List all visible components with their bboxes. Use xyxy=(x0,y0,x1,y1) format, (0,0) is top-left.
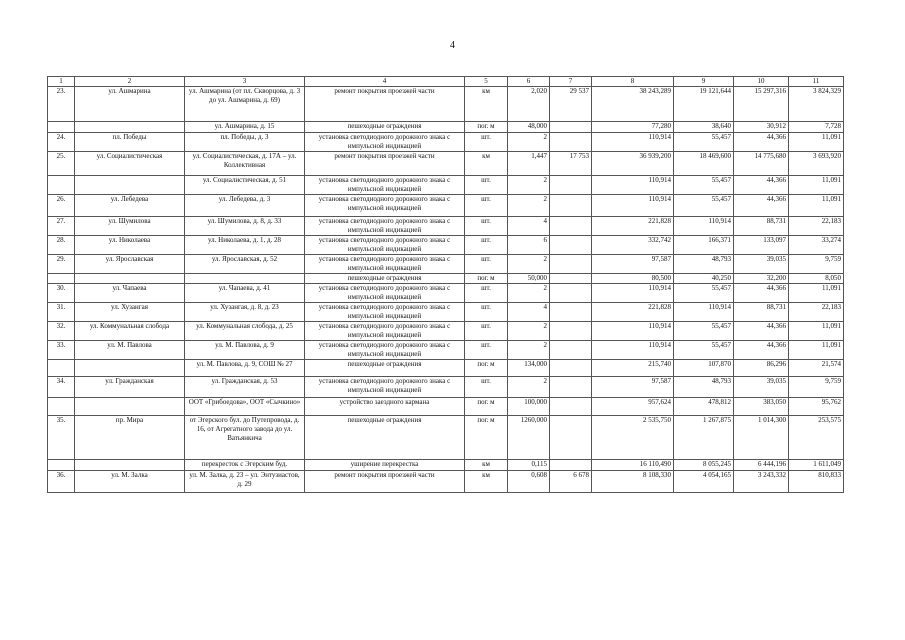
street-name xyxy=(75,122,185,133)
object-address: ул. Ашмарина, д. 15 xyxy=(185,122,305,133)
cost-col-9: 55,457 xyxy=(674,195,734,217)
table-row xyxy=(48,122,844,133)
table-row xyxy=(48,398,844,416)
total-cost: 215,740 xyxy=(592,360,674,377)
quantity: 48,000 xyxy=(508,122,550,133)
work-type: пешеходные ограждения xyxy=(305,274,465,284)
column-number: 7 xyxy=(550,77,592,87)
total-cost: 80,500 xyxy=(592,274,674,284)
table-row xyxy=(48,255,844,274)
area xyxy=(550,122,592,133)
cost-col-11: 22,183 xyxy=(789,303,844,322)
row-number: 33. xyxy=(48,341,75,360)
unit: шт. xyxy=(465,236,508,255)
row-number: 23. xyxy=(48,87,75,122)
quantity: 134,000 xyxy=(508,360,550,377)
area xyxy=(550,360,592,377)
column-number: 10 xyxy=(734,77,789,87)
cost-col-9: 110,914 xyxy=(674,303,734,322)
street-name xyxy=(75,398,185,416)
unit: км xyxy=(465,87,508,122)
cost-col-9: 110,914 xyxy=(674,217,734,236)
table-row xyxy=(48,274,844,284)
object-address: ул. Социалистическая, д. 51 xyxy=(185,176,305,195)
cost-col-10: 44,366 xyxy=(734,176,789,195)
area xyxy=(550,195,592,217)
cost-col-11: 11,091 xyxy=(789,176,844,195)
table-row xyxy=(48,303,844,322)
cost-col-9: 55,457 xyxy=(674,133,734,152)
object-address: ул. М. Павлова, д. 9 xyxy=(185,341,305,360)
area xyxy=(550,377,592,398)
street-name: ул. М. Павлова xyxy=(75,341,185,360)
unit: км xyxy=(465,471,508,493)
cost-col-9: 4 054,165 xyxy=(674,471,734,493)
street-name xyxy=(75,274,185,284)
table-row xyxy=(48,360,844,377)
unit: пог. м xyxy=(465,274,508,284)
cost-col-9: 38,640 xyxy=(674,122,734,133)
quantity: 2 xyxy=(508,255,550,274)
work-type: установка светодиодного дорожного знака с импульсной индикацией xyxy=(305,322,465,341)
cost-col-10: 88,731 xyxy=(734,303,789,322)
table-row xyxy=(48,416,844,460)
cost-col-10: 133,097 xyxy=(734,236,789,255)
area xyxy=(550,303,592,322)
street-name: ул. Ярославская xyxy=(75,255,185,274)
column-number: 4 xyxy=(305,77,465,87)
unit: шт. xyxy=(465,176,508,195)
object-address: ул. Гражданская, д. 53 xyxy=(185,377,305,398)
street-name: пр. Мира xyxy=(75,416,185,460)
work-type: установка светодиодного дорожного знака с импульсной индикацией xyxy=(305,303,465,322)
work-type: ремонт покрытия проезжей части xyxy=(305,87,465,122)
row-number xyxy=(48,398,75,416)
work-type: пешеходные ограждения xyxy=(305,416,465,460)
column-number-row xyxy=(48,77,844,87)
area xyxy=(550,460,592,471)
table-row xyxy=(48,377,844,398)
column-number: 5 xyxy=(465,77,508,87)
table-row xyxy=(48,152,844,176)
row-number xyxy=(48,460,75,471)
table-row xyxy=(48,87,844,122)
total-cost: 110,914 xyxy=(592,133,674,152)
cost-col-9: 1 267,875 xyxy=(674,416,734,460)
total-cost: 38 243,289 xyxy=(592,87,674,122)
column-number: 9 xyxy=(674,77,734,87)
cost-col-10: 44,366 xyxy=(734,284,789,303)
row-number: 36. xyxy=(48,471,75,493)
row-number: 27. xyxy=(48,217,75,236)
cost-col-10: 39,035 xyxy=(734,377,789,398)
street-name: ул. Хузангая xyxy=(75,303,185,322)
unit: шт. xyxy=(465,341,508,360)
area xyxy=(550,133,592,152)
row-number: 28. xyxy=(48,236,75,255)
total-cost: 110,914 xyxy=(592,195,674,217)
unit: шт. xyxy=(465,195,508,217)
quantity: 1,447 xyxy=(508,152,550,176)
table-row xyxy=(48,176,844,195)
row-number xyxy=(48,274,75,284)
work-type: установка светодиодного дорожного знака с импульсной индикацией xyxy=(305,284,465,303)
cost-col-9: 107,870 xyxy=(674,360,734,377)
object-address: ул. Лебедева, д. 3 xyxy=(185,195,305,217)
work-type: установка светодиодного дорожного знака с импульсной индикацией xyxy=(305,176,465,195)
street-name xyxy=(75,176,185,195)
row-number: 32. xyxy=(48,322,75,341)
work-type: установка светодиодного дорожного знака с импульсной индикацией xyxy=(305,217,465,236)
object-address: ул. Ашмарина (от пл. Скворцова, д. 3 до ул. Ашмарина, д. 69) xyxy=(185,87,305,122)
unit: пог. м xyxy=(465,122,508,133)
object-address: ул. М. Залка, д. 23 – ул. Энтузиастов, д. 29 xyxy=(185,471,305,493)
cost-col-11: 1 611,049 xyxy=(789,460,844,471)
table-row xyxy=(48,236,844,255)
work-type: ремонт покрытия проезжей части xyxy=(305,152,465,176)
quantity: 50,000 xyxy=(508,274,550,284)
object-address: пл. Победы, д. 3 xyxy=(185,133,305,152)
total-cost: 36 939,200 xyxy=(592,152,674,176)
quantity: 2 xyxy=(508,284,550,303)
table-row xyxy=(48,195,844,217)
unit: шт. xyxy=(465,284,508,303)
cost-col-11: 7,728 xyxy=(789,122,844,133)
street-name: ул. Гражданская xyxy=(75,377,185,398)
cost-col-11: 8,050 xyxy=(789,274,844,284)
total-cost: 97,587 xyxy=(592,377,674,398)
object-address: ул. М. Павлова, д. 9, СОШ № 27 xyxy=(185,360,305,377)
total-cost: 221,828 xyxy=(592,217,674,236)
quantity: 2 xyxy=(508,322,550,341)
object-address: перекресток с Эгерским буд. xyxy=(185,460,305,471)
row-number xyxy=(48,122,75,133)
cost-col-10: 30,912 xyxy=(734,122,789,133)
column-number: 11 xyxy=(789,77,844,87)
object-address: от Эгерского бул. до Путепровода, д. 16, от Агрегатного завода до ул. Ватьянкича xyxy=(185,416,305,460)
column-number: 6 xyxy=(508,77,550,87)
object-address: ООТ «Грибоедова», ООТ «Сычкино» xyxy=(185,398,305,416)
row-number: 29. xyxy=(48,255,75,274)
object-address: ул. Николаева, д. 1, д. 28 xyxy=(185,236,305,255)
work-type: уширение перекрестка xyxy=(305,460,465,471)
object-address: ул. Хузангая, д. 8, д. 23 xyxy=(185,303,305,322)
cost-col-11: 21,574 xyxy=(789,360,844,377)
object-address: ул. Чапаева, д. 41 xyxy=(185,284,305,303)
area xyxy=(550,416,592,460)
cost-col-9: 478,812 xyxy=(674,398,734,416)
row-number xyxy=(48,360,75,377)
work-type: установка светодиодного дорожного знака с импульсной индикацией xyxy=(305,341,465,360)
object-address: ул. Социалистическая, д. 17А – ул. Коллективная xyxy=(185,152,305,176)
quantity: 100,000 xyxy=(508,398,550,416)
street-name: ул. Ашмарина xyxy=(75,87,185,122)
row-number xyxy=(48,176,75,195)
column-number: 2 xyxy=(75,77,185,87)
road-works-table xyxy=(47,76,844,493)
total-cost: 97,587 xyxy=(592,255,674,274)
street-name: пл. Победы xyxy=(75,133,185,152)
quantity: 4 xyxy=(508,303,550,322)
street-name: ул. Социалистическая xyxy=(75,152,185,176)
cost-col-10: 44,366 xyxy=(734,133,789,152)
street-name xyxy=(75,360,185,377)
work-type: установка светодиодного дорожного знака с импульсной индикацией xyxy=(305,236,465,255)
cost-col-10: 1 014,300 xyxy=(734,416,789,460)
table-row xyxy=(48,133,844,152)
quantity: 0,608 xyxy=(508,471,550,493)
cost-col-10: 383,050 xyxy=(734,398,789,416)
area xyxy=(550,176,592,195)
table-row xyxy=(48,217,844,236)
cost-col-11: 3 824,329 xyxy=(789,87,844,122)
cost-col-10: 44,366 xyxy=(734,195,789,217)
area xyxy=(550,322,592,341)
cost-col-9: 18 469,600 xyxy=(674,152,734,176)
work-type: устройство заездного кармана xyxy=(305,398,465,416)
total-cost: 110,914 xyxy=(592,284,674,303)
cost-col-9: 55,457 xyxy=(674,176,734,195)
cost-col-11: 3 693,920 xyxy=(789,152,844,176)
total-cost: 77,280 xyxy=(592,122,674,133)
cost-col-9: 55,457 xyxy=(674,284,734,303)
quantity: 2,020 xyxy=(508,87,550,122)
table-row xyxy=(48,322,844,341)
work-type: установка светодиодного дорожного знака с импульсной индикацией xyxy=(305,255,465,274)
area xyxy=(550,255,592,274)
cost-col-10: 88,731 xyxy=(734,217,789,236)
row-number: 35. xyxy=(48,416,75,460)
row-number: 25. xyxy=(48,152,75,176)
total-cost: 221,828 xyxy=(592,303,674,322)
quantity: 4 xyxy=(508,217,550,236)
cost-col-9: 19 121,644 xyxy=(674,87,734,122)
total-cost: 16 110,490 xyxy=(592,460,674,471)
cost-col-10: 15 297,316 xyxy=(734,87,789,122)
street-name: ул. Чапаева xyxy=(75,284,185,303)
cost-col-11: 253,575 xyxy=(789,416,844,460)
unit: шт. xyxy=(465,133,508,152)
cost-col-11: 11,091 xyxy=(789,322,844,341)
unit: км xyxy=(465,152,508,176)
cost-col-10: 39,035 xyxy=(734,255,789,274)
object-address xyxy=(185,274,305,284)
quantity: 1260,000 xyxy=(508,416,550,460)
cost-col-10: 32,200 xyxy=(734,274,789,284)
street-name: ул. М. Залка xyxy=(75,471,185,493)
area: 6 678 xyxy=(550,471,592,493)
column-number: 3 xyxy=(185,77,305,87)
total-cost: 110,914 xyxy=(592,322,674,341)
total-cost: 957,624 xyxy=(592,398,674,416)
cost-col-10: 6 444,196 xyxy=(734,460,789,471)
cost-col-11: 95,762 xyxy=(789,398,844,416)
cost-col-10: 44,366 xyxy=(734,322,789,341)
total-cost: 2 535,750 xyxy=(592,416,674,460)
area xyxy=(550,274,592,284)
cost-col-10: 44,366 xyxy=(734,341,789,360)
street-name: ул. Шумилова xyxy=(75,217,185,236)
quantity: 2 xyxy=(508,341,550,360)
unit: шт. xyxy=(465,322,508,341)
page-number: 4 xyxy=(450,40,455,51)
row-number: 26. xyxy=(48,195,75,217)
area xyxy=(550,217,592,236)
row-number: 24. xyxy=(48,133,75,152)
cost-col-9: 48,793 xyxy=(674,377,734,398)
unit: пог. м xyxy=(465,360,508,377)
area: 29 537 xyxy=(550,87,592,122)
table-row xyxy=(48,460,844,471)
area xyxy=(550,236,592,255)
total-cost: 110,914 xyxy=(592,176,674,195)
unit: пог. м xyxy=(465,398,508,416)
street-name xyxy=(75,460,185,471)
cost-col-11: 11,091 xyxy=(789,341,844,360)
column-number: 8 xyxy=(592,77,674,87)
work-type: установка светодиодного дорожного знака с импульсной индикацией xyxy=(305,133,465,152)
unit: шт. xyxy=(465,255,508,274)
unit: км xyxy=(465,460,508,471)
area: 17 753 xyxy=(550,152,592,176)
unit: пог. м xyxy=(465,416,508,460)
table-row xyxy=(48,284,844,303)
street-name: ул. Лебедева xyxy=(75,195,185,217)
quantity: 2 xyxy=(508,195,550,217)
quantity: 6 xyxy=(508,236,550,255)
unit: шт. xyxy=(465,303,508,322)
column-number: 1 xyxy=(48,77,75,87)
row-number: 34. xyxy=(48,377,75,398)
work-type: установка светодиодного дорожного знака с импульсной индикацией xyxy=(305,377,465,398)
cost-col-9: 166,371 xyxy=(674,236,734,255)
cost-col-10: 14 775,680 xyxy=(734,152,789,176)
unit: шт. xyxy=(465,217,508,236)
total-cost: 8 108,330 xyxy=(592,471,674,493)
area xyxy=(550,398,592,416)
street-name: ул. Николаева xyxy=(75,236,185,255)
work-type: пешеходные ограждения xyxy=(305,122,465,133)
total-cost: 332,742 xyxy=(592,236,674,255)
cost-col-9: 40,250 xyxy=(674,274,734,284)
quantity: 0,115 xyxy=(508,460,550,471)
cost-col-11: 11,091 xyxy=(789,284,844,303)
work-type: пешеходные ограждения xyxy=(305,360,465,377)
cost-col-11: 11,091 xyxy=(789,133,844,152)
area xyxy=(550,341,592,360)
cost-col-10: 3 243,332 xyxy=(734,471,789,493)
table-row xyxy=(48,471,844,493)
cost-col-11: 9,759 xyxy=(789,377,844,398)
cost-col-11: 22,183 xyxy=(789,217,844,236)
cost-col-11: 810,833 xyxy=(789,471,844,493)
cost-col-9: 55,457 xyxy=(674,322,734,341)
cost-col-9: 48,793 xyxy=(674,255,734,274)
quantity: 2 xyxy=(508,176,550,195)
total-cost: 110,914 xyxy=(592,341,674,360)
work-type: установка светодиодного дорожного знака с импульсной индикацией xyxy=(305,195,465,217)
quantity: 2 xyxy=(508,133,550,152)
object-address: ул. Ярославская, д. 52 xyxy=(185,255,305,274)
unit: шт. xyxy=(465,377,508,398)
area xyxy=(550,284,592,303)
table-row xyxy=(48,341,844,360)
quantity: 2 xyxy=(508,377,550,398)
cost-col-10: 86,296 xyxy=(734,360,789,377)
cost-col-9: 55,457 xyxy=(674,341,734,360)
street-name: ул. Коммунальная слобода xyxy=(75,322,185,341)
row-number: 30. xyxy=(48,284,75,303)
cost-col-11: 9,759 xyxy=(789,255,844,274)
work-type: ремонт покрытия проезжей части xyxy=(305,471,465,493)
object-address: ул. Шумилова, д. 8, д. 33 xyxy=(185,217,305,236)
cost-col-11: 33,274 xyxy=(789,236,844,255)
row-number: 31. xyxy=(48,303,75,322)
cost-col-9: 8 055,245 xyxy=(674,460,734,471)
cost-col-11: 11,091 xyxy=(789,195,844,217)
object-address: ул. Коммунальная слобода, д. 25 xyxy=(185,322,305,341)
